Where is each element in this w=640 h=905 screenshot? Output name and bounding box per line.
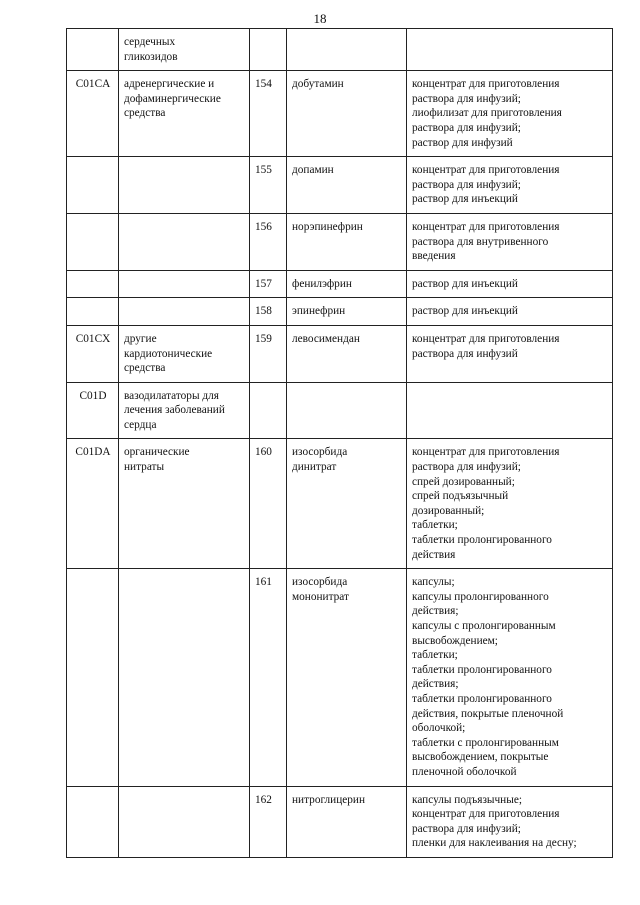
item-number-cell: [250, 157, 287, 214]
drug-name-text: эпинефрин: [292, 305, 346, 318]
atc-code-text: C01CX: [75, 332, 111, 345]
dosage-form-line: лиофилизат для приготовления: [412, 107, 562, 120]
dosage-form-line: раствора для инфузий: [412, 347, 518, 360]
dosage-form-line: раствора для инфузий;: [412, 121, 521, 134]
drug-name-text: допамин: [292, 164, 334, 177]
drug-name-text: левосимендан: [292, 332, 360, 345]
table-row: [67, 270, 613, 298]
table-row: [67, 786, 613, 857]
dosage-form-line: пленки для наклеивания на десну;: [412, 837, 577, 850]
item-number-text: 160: [255, 446, 272, 459]
table-row: [67, 71, 613, 157]
drug-name-cell: [287, 569, 407, 786]
dosage-form-line: действия: [412, 548, 456, 561]
atc-group-text: адренергические и дофаминергические средства: [124, 78, 221, 120]
dosage-form-line: раствор для инъекций: [412, 305, 518, 318]
dosage-form-cell: [407, 439, 613, 569]
atc-code-cell: [67, 71, 119, 157]
drug-name-cell: [287, 439, 407, 569]
drug-name-text: изосорбида мононитрат: [292, 576, 349, 603]
drug-name-text: добутамин: [292, 78, 344, 91]
item-number-text: 158: [255, 305, 272, 318]
atc-code-text: C01D: [79, 389, 107, 402]
atc-code-cell: [67, 157, 119, 214]
atc-group-cell: [119, 157, 250, 214]
dosage-form-line: концентрат для приготовления: [412, 332, 560, 345]
table-row: [67, 439, 613, 569]
atc-code-cell: [67, 298, 119, 326]
item-number-text: 162: [255, 793, 272, 806]
table-row: [67, 157, 613, 214]
atc-group-cell: [119, 439, 250, 569]
dosage-form-line: высвобождением, покрытые: [412, 751, 549, 764]
atc-code-cell: [67, 439, 119, 569]
table-row: [67, 213, 613, 270]
atc-code-cell: [67, 786, 119, 857]
drug-name-text: фенилэфрин: [292, 277, 352, 290]
item-number-text: 155: [255, 164, 272, 177]
dosage-form-line: раствор для инъекций: [412, 277, 518, 290]
atc-group-text: сердечных гликозидов: [124, 36, 178, 63]
dosage-form-line: таблетки пролонгированного: [412, 534, 552, 547]
table-row: [67, 29, 613, 71]
dosage-form-line: действия, покрытые пленочной: [412, 707, 564, 720]
dosage-form-line: концентрат для приготовления: [412, 78, 560, 91]
atc-group-text: органические нитраты: [124, 446, 190, 474]
dosage-form-line: раствор для инъекций: [412, 193, 518, 206]
dosage-form-line: капсулы;: [412, 576, 455, 589]
item-number-text: 156: [255, 220, 272, 233]
dosage-form-line: раствора для инфузий;: [412, 461, 521, 474]
item-number-cell: [250, 71, 287, 157]
dosage-form-cell: [407, 298, 613, 326]
drug-name-text: норэпинефрин: [292, 220, 363, 233]
dosage-form-line: действия;: [412, 605, 459, 618]
dosage-form-line: концентрат для приготовления: [412, 220, 560, 233]
drug-name-cell: [287, 786, 407, 857]
atc-code-text: C01DA: [75, 446, 111, 459]
atc-group-cell: [119, 298, 250, 326]
dosage-form-line: таблетки с пролонгированным: [412, 736, 559, 749]
dosage-form-line: таблетки;: [412, 519, 458, 532]
drug-table: [66, 28, 613, 858]
atc-group-text: вазодилататоры для лечения заболеваний сердца: [124, 389, 225, 431]
dosage-form-line: раствора для инфузий;: [412, 822, 521, 835]
atc-code-cell: [67, 270, 119, 298]
table-row: [67, 325, 613, 382]
table-body: [67, 29, 613, 858]
table-row: [67, 298, 613, 326]
drug-name-cell: [287, 270, 407, 298]
item-number-cell: [250, 298, 287, 326]
dosage-form-line: действия;: [412, 678, 459, 691]
atc-group-cell: [119, 382, 250, 439]
dosage-form-line: капсулы подъязычные;: [412, 793, 522, 806]
drug-name-cell: [287, 298, 407, 326]
atc-group-text: другие кардиотонические средства: [124, 332, 213, 375]
dosage-form-line: спрей дозированный;: [412, 475, 515, 488]
dosage-form-line: спрей подъязычный: [412, 490, 509, 503]
dosage-form-cell: [407, 786, 613, 857]
dosage-form-line: капсулы пролонгированного: [412, 590, 549, 603]
item-number-cell: [250, 569, 287, 786]
atc-code-cell: [67, 213, 119, 270]
item-number-cell: [250, 325, 287, 382]
dosage-form-line: раствора для внутривенного: [412, 235, 549, 248]
item-number-text: 159: [255, 332, 272, 345]
dosage-form-cell: [407, 382, 613, 439]
dosage-form-line: раствора для инфузий;: [412, 92, 521, 105]
dosage-form-line: капсулы с пролонгированным: [412, 620, 556, 632]
item-number-cell: [250, 270, 287, 298]
dosage-form-line: высвобождением;: [412, 634, 498, 647]
dosage-form-line: раствора для инфузий;: [412, 178, 521, 191]
dosage-form-line: оболочкой;: [412, 722, 466, 735]
atc-code-text: C01CA: [75, 78, 111, 91]
atc-group-cell: [119, 71, 250, 157]
drug-name-cell: [287, 157, 407, 214]
dosage-form-cell: [407, 71, 613, 157]
dosage-form-line: таблетки;: [412, 649, 458, 662]
drug-name-cell: [287, 213, 407, 270]
dosage-form-cell: [407, 157, 613, 214]
dosage-form-cell: [407, 213, 613, 270]
atc-group-cell: [119, 325, 250, 382]
dosage-form-line: введения: [412, 250, 456, 263]
drug-name-cell: [287, 325, 407, 382]
dosage-form-line: раствор для инфузий: [412, 136, 513, 149]
dosage-form-line: пленочной оболочкой: [412, 765, 517, 778]
dosage-form-cell: [407, 270, 613, 298]
dosage-form-line: концентрат для приготовления: [412, 446, 560, 459]
drug-name-cell: [287, 71, 407, 157]
dosage-form-cell: [407, 325, 613, 382]
atc-group-cell: [119, 569, 250, 786]
item-number-cell: [250, 786, 287, 857]
item-number-cell: [250, 439, 287, 569]
item-number-cell: [250, 29, 287, 71]
dosage-form-cell: [407, 569, 613, 786]
atc-code-cell: [67, 569, 119, 786]
table-row: [67, 382, 613, 439]
atc-code-cell: [67, 325, 119, 382]
atc-group-cell: [119, 270, 250, 298]
dosage-form-line: концентрат для приготовления: [412, 808, 560, 821]
item-number-text: 157: [255, 277, 272, 290]
item-number-cell: [250, 382, 287, 439]
drug-name-cell: [287, 29, 407, 71]
table-row: [67, 569, 613, 786]
item-number-text: 154: [255, 78, 272, 91]
dosage-form-line: таблетки пролонгированного: [412, 692, 552, 705]
atc-code-cell: [67, 29, 119, 71]
drug-name-cell: [287, 382, 407, 439]
drug-name-text: нитроглицерин: [292, 793, 366, 806]
page-number: 18: [313, 11, 327, 26]
drug-name-text: изосорбида динитрат: [292, 446, 348, 474]
dosage-form-cell: [407, 29, 613, 71]
item-number-cell: [250, 213, 287, 270]
atc-code-cell: [67, 382, 119, 439]
atc-group-cell: [119, 29, 250, 71]
dosage-form-line: концентрат для приготовления: [412, 164, 560, 177]
atc-group-cell: [119, 786, 250, 857]
dosage-form-line: таблетки пролонгированного: [412, 663, 552, 676]
atc-group-cell: [119, 213, 250, 270]
dosage-form-line: дозированный;: [412, 504, 485, 517]
item-number-text: 161: [255, 576, 272, 589]
